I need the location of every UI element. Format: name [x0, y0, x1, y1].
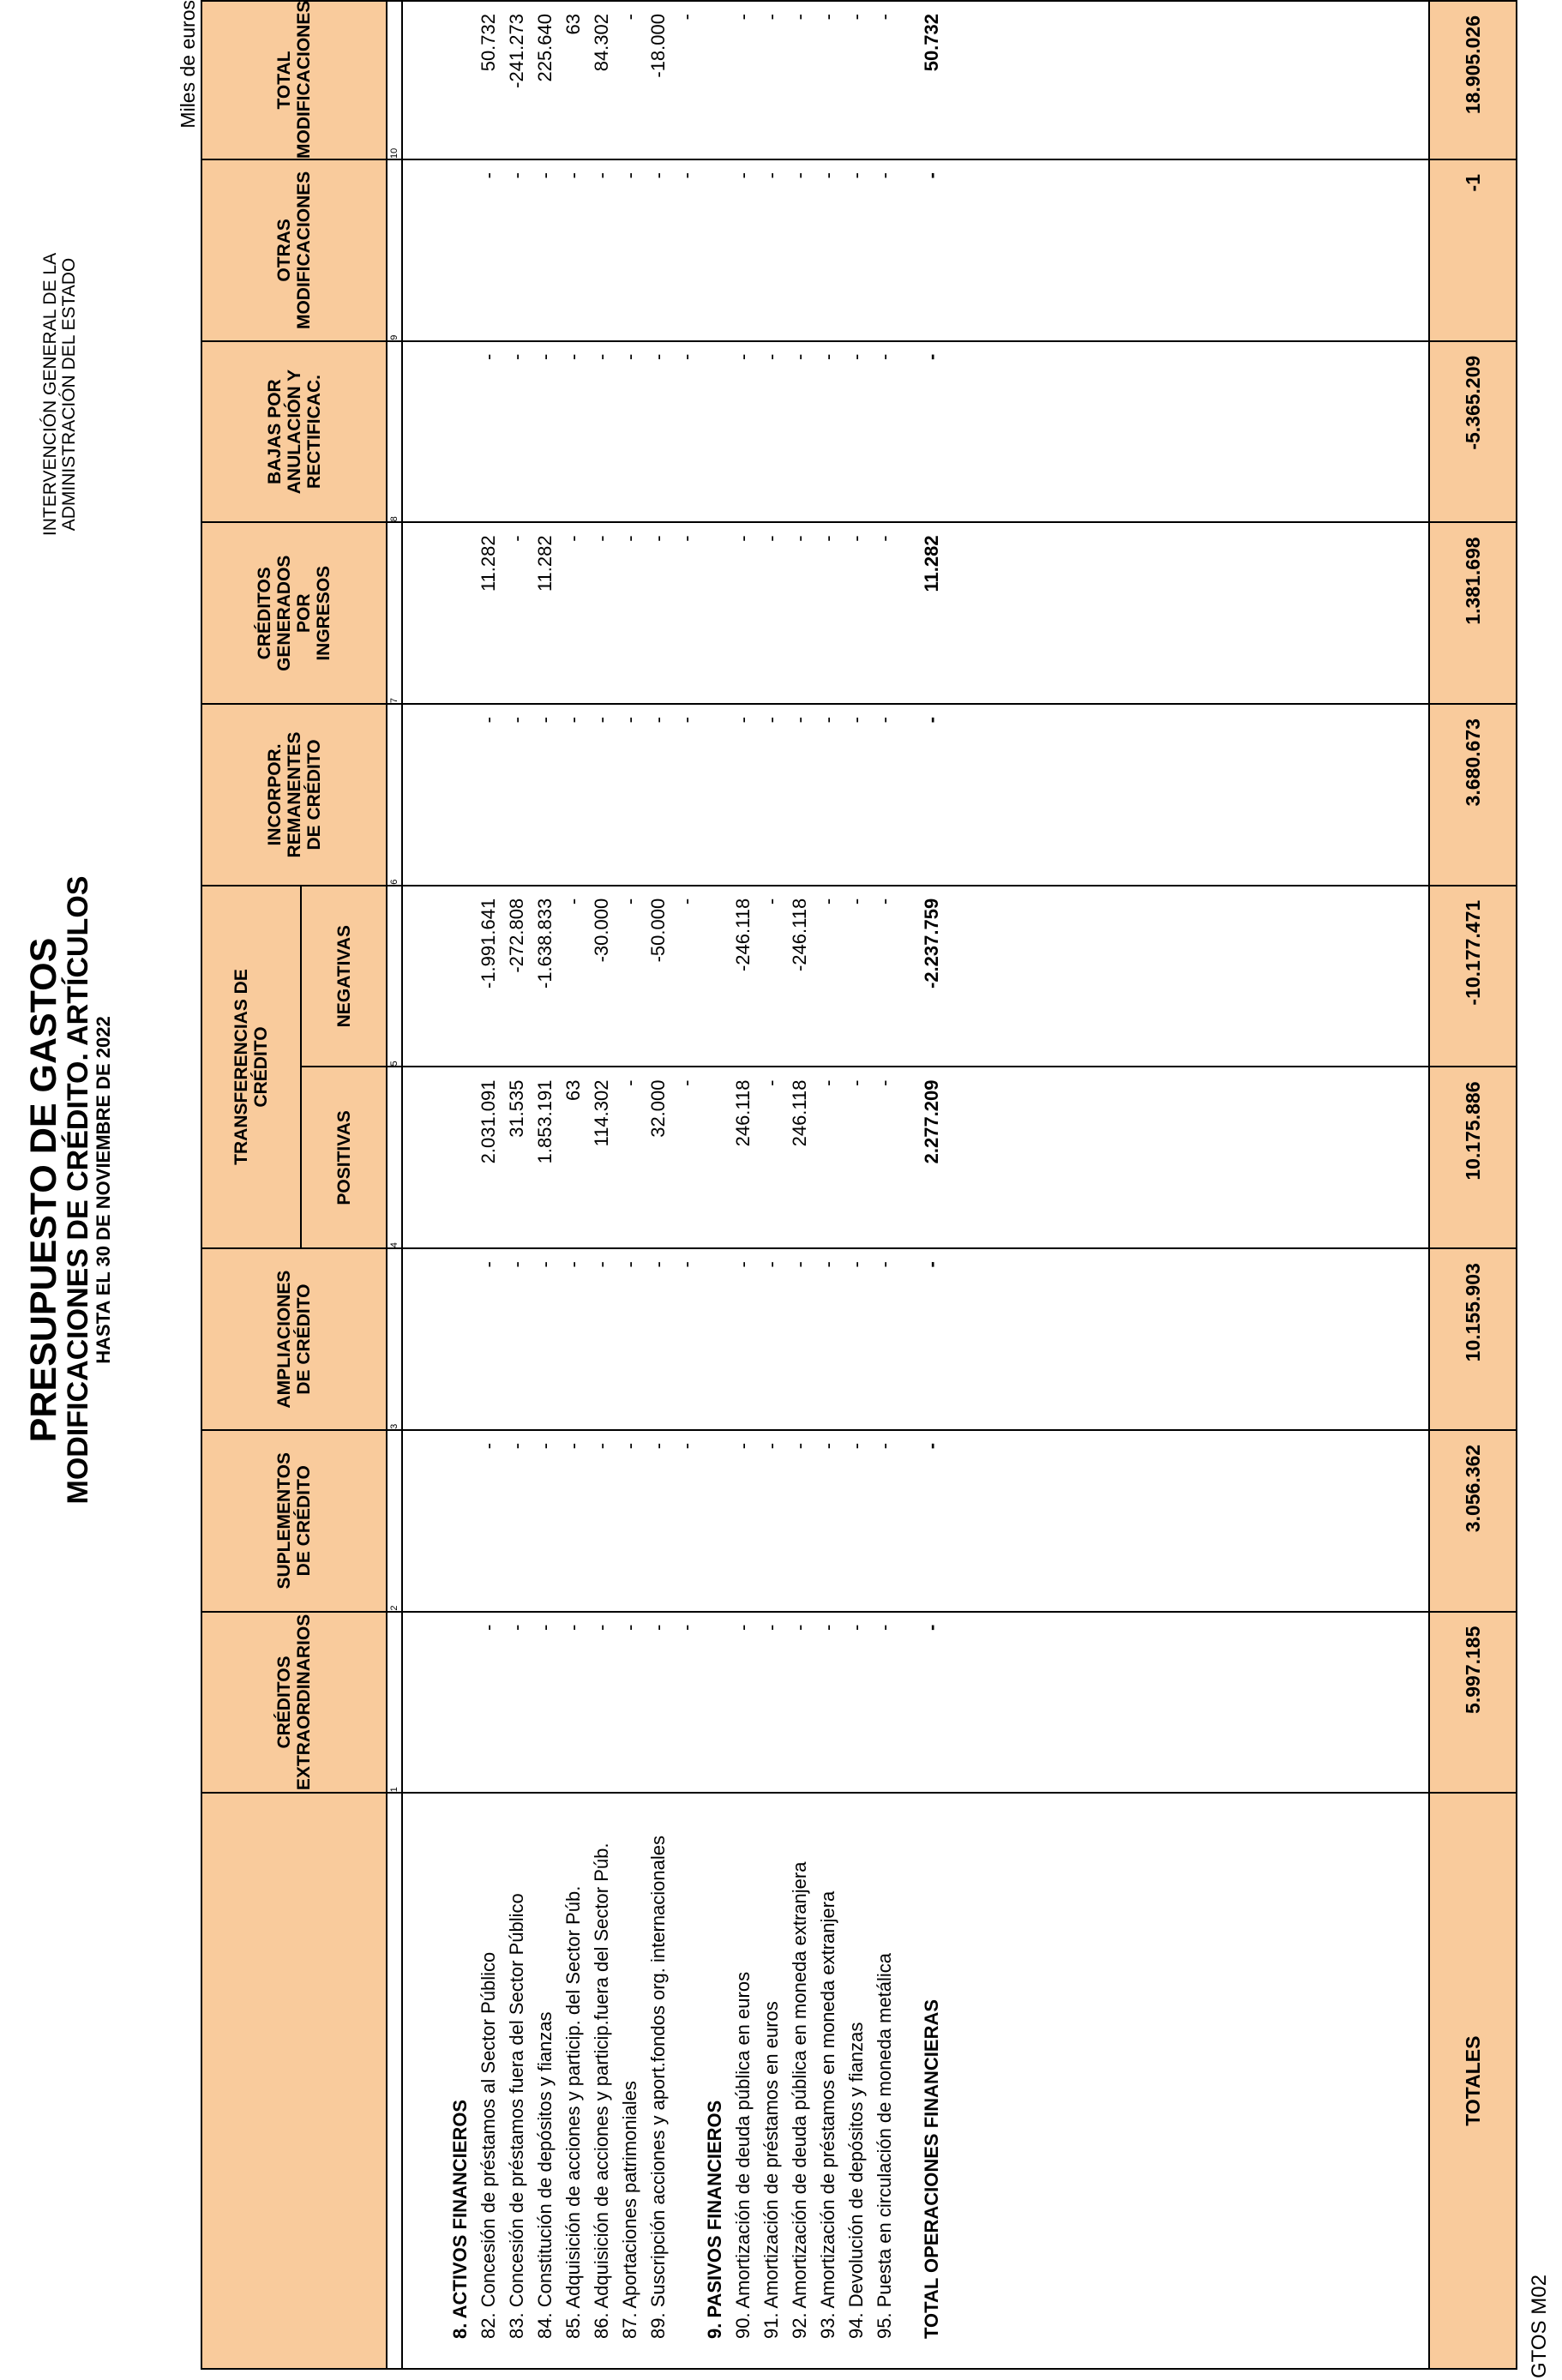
row-value: - [647, 1261, 669, 1268]
row-value: 31.535 [506, 1079, 527, 1138]
row-value: - [732, 535, 754, 542]
row-value: 114.302 [591, 1079, 612, 1147]
row-labels [403, 1794, 965, 2368]
page-title: PRESUPUESTO DE GASTOS [23, 937, 64, 1443]
row-value: - [619, 1624, 640, 1631]
total-c9: -1 [1429, 159, 1517, 341]
values-c8-cell [402, 341, 1429, 523]
col-header-ampliaciones: AMPLIACIONES DE CRÉDITO [201, 1248, 387, 1430]
row-value: - [845, 898, 867, 905]
row-value: - [534, 171, 556, 179]
row-value: - [874, 14, 895, 21]
row-label: 93. Amortización de préstamos en moneda extranjera [817, 1890, 838, 2339]
row-value: - [760, 14, 782, 21]
row-value: - [619, 898, 640, 905]
row-value: - [619, 14, 640, 21]
row-value [446, 160, 474, 340]
row-value: - [817, 1261, 838, 1268]
values-c5 [403, 886, 965, 1067]
row-value: - [874, 535, 895, 542]
col-number-9: 9 [387, 159, 402, 341]
values-c8 [403, 342, 965, 522]
total-c4: 10.175.886 [1429, 1067, 1517, 1249]
row-value: - [874, 717, 895, 724]
row-value: - [845, 1442, 867, 1450]
row-label: 9. PASIVOS FINANCIEROS [704, 2100, 725, 2339]
units-label: Miles de euros [177, 0, 199, 129]
row-value: - [647, 1624, 669, 1631]
row-label: 82. Concesión de préstamos al Sector Público [478, 1951, 499, 2339]
row-value: - [921, 353, 942, 361]
total-c7: 1.381.698 [1429, 522, 1517, 704]
col-header-total: TOTAL MODIFICACIONES [201, 1, 387, 159]
row-value: 50.732 [478, 14, 499, 72]
row-value [700, 2, 729, 159]
row-value: -246.118 [789, 898, 810, 972]
row-value: - [676, 1442, 697, 1450]
row-value [446, 1249, 474, 1429]
values-c2-cell [402, 1430, 1429, 1612]
row-value: - [874, 898, 895, 905]
row-value: - [845, 353, 867, 361]
row-value: 84.302 [591, 14, 612, 72]
col-number-4: 4 [387, 1067, 402, 1249]
row-value: - [760, 1079, 782, 1086]
row-value: - [591, 535, 612, 542]
values-c7-cell [402, 522, 1429, 704]
row-value: - [760, 171, 782, 179]
row-value: - [562, 353, 584, 361]
row-value: 2.031.091 [478, 1079, 499, 1164]
row-value: - [647, 1442, 669, 1450]
header-row-top [201, 1, 301, 2369]
row-value: 225.640 [534, 14, 556, 82]
row-value: - [506, 1624, 527, 1631]
row-label: 84. Constitución de depósitos y fianzas [534, 2011, 556, 2339]
row-value: - [874, 171, 895, 179]
col-header-generados: CRÉDITOS GENERADOS POR INGRESOS [201, 522, 387, 704]
row-value: - [921, 1624, 942, 1631]
row-value: - [817, 171, 838, 179]
row-value: - [619, 535, 640, 542]
total-c5: -10.177.471 [1429, 886, 1517, 1067]
row-value: - [789, 1261, 810, 1268]
col-number-8: 8 [387, 341, 402, 523]
row-value: - [534, 717, 556, 724]
row-value: - [676, 1079, 697, 1086]
total-c8: -5.365.209 [1429, 341, 1517, 523]
totals-label: TOTALES [1429, 1793, 1517, 2369]
row-value: - [921, 1442, 942, 1450]
col-header-suplementos: SUPLEMENTOS DE CRÉDITO [201, 1430, 387, 1612]
row-value [700, 886, 729, 1067]
row-value: - [534, 1624, 556, 1631]
row-value: - [591, 717, 612, 724]
row-value: - [478, 353, 499, 361]
values-c3-cell [402, 1248, 1429, 1430]
row-value: -241.273 [506, 14, 527, 88]
row-value: - [817, 1442, 838, 1450]
col-header-negativas: NEGATIVAS [301, 886, 387, 1067]
date-line: HASTA EL 30 DE NOVIEMBRE DE 2022 [93, 1016, 114, 1364]
col-header-otras: OTRAS MODIFICACIONES [201, 159, 387, 341]
row-value: - [619, 717, 640, 724]
row-value: - [676, 14, 697, 21]
row-value: - [760, 535, 782, 542]
row-value: - [647, 535, 669, 542]
col-number-3: 3 [387, 1248, 402, 1430]
row-value: - [789, 1442, 810, 1450]
row-value: - [817, 353, 838, 361]
row-value: - [732, 1442, 754, 1450]
row-value: - [732, 1261, 754, 1268]
row-value: - [732, 717, 754, 724]
row-value: -50.000 [647, 898, 669, 963]
total-c10: 18.905.026 [1429, 1, 1517, 159]
row-value: 2.277.209 [921, 1079, 942, 1164]
col-header-positivas: POSITIVAS [301, 1067, 387, 1249]
row-value: - [478, 1442, 499, 1450]
row-value: - [676, 535, 697, 542]
row-value: - [760, 1624, 782, 1631]
row-value: - [478, 717, 499, 724]
col-number-10: 10 [387, 1, 402, 159]
row-value [700, 342, 729, 522]
row-value: 11.282 [534, 535, 556, 592]
row-value: - [619, 1079, 640, 1086]
row-value: - [845, 1624, 867, 1631]
row-value: - [817, 1624, 838, 1631]
row-value: -30.000 [591, 898, 612, 963]
row-value [446, 1431, 474, 1611]
row-label: 91. Amortización de préstamos en euros [760, 2001, 782, 2339]
organization [41, 180, 79, 609]
row-value: - [591, 353, 612, 361]
row-value: -246.118 [732, 898, 754, 972]
row-value: -1.991.641 [478, 898, 499, 989]
row-value: - [506, 535, 527, 542]
row-value [700, 160, 729, 340]
row-value [700, 1068, 729, 1248]
row-label: 87. Aportaciones patrimoniales [619, 2081, 640, 2339]
row-value: - [676, 353, 697, 361]
total-c2: 3.056.362 [1429, 1430, 1517, 1612]
row-value: - [591, 1442, 612, 1450]
row-value: - [478, 171, 499, 179]
row-value [700, 1613, 729, 1793]
row-value [700, 523, 729, 703]
row-value: - [845, 535, 867, 542]
row-value: 32.000 [647, 1079, 669, 1138]
row-value: - [874, 1442, 895, 1450]
values-c1 [403, 1613, 965, 1793]
values-c9-cell [402, 159, 1429, 341]
row-value: - [845, 171, 867, 179]
row-value: - [562, 1624, 584, 1631]
row-value: - [817, 1079, 838, 1086]
row-value: 246.118 [732, 1079, 754, 1147]
row-value: - [874, 1624, 895, 1631]
row-value: - [676, 1261, 697, 1268]
row-value: - [534, 353, 556, 361]
row-value: - [732, 353, 754, 361]
row-value: -1.638.833 [534, 898, 556, 989]
values-c6 [403, 705, 965, 885]
row-value: - [619, 353, 640, 361]
row-value: - [506, 353, 527, 361]
col-header-bajas: BAJAS POR ANULACIÓN Y RECTIFICAC. [201, 341, 387, 523]
totals-row [1429, 1, 1517, 2369]
row-value: -272.808 [506, 898, 527, 973]
row-value: - [562, 535, 584, 542]
row-value: - [591, 1624, 612, 1631]
row-value: - [789, 14, 810, 21]
row-value: - [591, 1261, 612, 1268]
values-c1-cell [402, 1612, 1429, 1794]
row-value: - [619, 1442, 640, 1450]
col-number-2: 2 [387, 1430, 402, 1612]
row-value: - [506, 717, 527, 724]
row-value: - [817, 898, 838, 905]
row-value [700, 1431, 729, 1611]
modifications-table [201, 0, 1517, 2370]
row-value: - [845, 1261, 867, 1268]
col-header-extraordinarios: CRÉDITOS EXTRAORDINARIOS [201, 1612, 387, 1794]
row-value: - [732, 1624, 754, 1631]
row-value: - [760, 898, 782, 905]
row-value: - [845, 14, 867, 21]
row-value: - [789, 535, 810, 542]
row-label: 83. Concesión de préstamos fuera del Sector Público [506, 1893, 527, 2339]
row-value: - [760, 1261, 782, 1268]
row-value: - [789, 353, 810, 361]
row-value [700, 705, 729, 885]
row-value: - [845, 717, 867, 724]
row-value: - [534, 1442, 556, 1450]
row-label: 92. Amortización de deuda pública en moneda extranjera [789, 1861, 810, 2339]
row-value: - [562, 1442, 584, 1450]
row-value: - [760, 717, 782, 724]
col-number-7: 7 [387, 522, 402, 704]
values-c9 [403, 160, 965, 340]
row-value: - [676, 171, 697, 179]
col-number-6: 6 [387, 704, 402, 886]
row-label: 94. Devolución de depósitos y fianzas [845, 2022, 867, 2339]
row-label: 86. Adquisición de acciones y particip.fuera del Sector Púb. [591, 1842, 612, 2339]
row-value: - [817, 717, 838, 724]
row-value: - [619, 171, 640, 179]
row-value: - [647, 717, 669, 724]
row-value: - [506, 1261, 527, 1268]
values-c6-cell [402, 704, 1429, 886]
row-value: 1.853.191 [534, 1079, 556, 1164]
row-value [446, 523, 474, 703]
row-value: - [562, 1261, 584, 1268]
row-value: - [732, 171, 754, 179]
row-label: 85. Adquisición de acciones y particip. del Sector Púb. [562, 1885, 584, 2339]
row-value: - [817, 535, 838, 542]
row-label: 90. Amortización de deuda pública en euros [732, 1971, 754, 2339]
values-c7 [403, 523, 965, 703]
row-value: - [676, 717, 697, 724]
row-value: 11.282 [478, 535, 499, 592]
row-labels-cell [402, 1793, 1429, 2369]
row-value: - [921, 171, 942, 179]
row-value: - [817, 14, 838, 21]
row-value [700, 1249, 729, 1429]
total-c3: 10.155.903 [1429, 1248, 1517, 1430]
row-value: - [562, 717, 584, 724]
form-code: GTOS M02 [1528, 2275, 1551, 2378]
values-c2 [403, 1431, 965, 1611]
row-value: 50.732 [921, 14, 942, 72]
row-value: - [845, 1079, 867, 1086]
row-value [446, 2, 474, 159]
row-value: - [534, 1261, 556, 1268]
row-value: -18.000 [647, 14, 669, 78]
row-value: - [789, 1624, 810, 1631]
row-value: - [478, 1261, 499, 1268]
col-header-incorporaciones: INCORPOR. REMANENTES DE CRÉDITO [201, 704, 387, 886]
row-value: - [562, 171, 584, 179]
row-value: 63 [562, 14, 584, 35]
row-value: - [789, 717, 810, 724]
row-value: - [506, 171, 527, 179]
row-value: 11.282 [921, 535, 942, 592]
row-label: 8. ACTIVOS FINANCIEROS [449, 2099, 471, 2339]
row-value: - [760, 1442, 782, 1450]
col-number-5: 5 [387, 886, 402, 1067]
row-value: - [874, 353, 895, 361]
body-row [402, 1, 1429, 2369]
col-header-transferencias: TRANSFERENCIAS DE CRÉDITO [201, 886, 301, 1248]
row-value: 246.118 [789, 1079, 810, 1147]
page-subtitle: MODIFICACIONES DE CRÉDITO. ARTÍCULOS [62, 875, 94, 1505]
row-value: - [676, 898, 697, 905]
row-label [672, 1794, 700, 2368]
values-c4-cell [402, 1067, 1429, 1249]
row-value: - [732, 14, 754, 21]
total-c1: 5.997.185 [1429, 1612, 1517, 1794]
values-c3 [403, 1249, 965, 1429]
row-value: - [676, 1624, 697, 1631]
column-number-row [387, 1, 402, 2369]
row-value: - [760, 353, 782, 361]
col-number-1: 1 [387, 1612, 402, 1794]
row-value [446, 342, 474, 522]
row-value [446, 886, 474, 1067]
row-label: 95. Puesta en circulación de moneda metálica [874, 1952, 895, 2339]
row-value: - [789, 171, 810, 179]
row-value: - [591, 171, 612, 179]
row-value: - [647, 353, 669, 361]
row-value: - [478, 1624, 499, 1631]
header-label-cell [201, 1793, 387, 2369]
row-value: - [874, 1261, 895, 1268]
organization-line1: INTERVENCIÓN GENERAL DE LA [40, 252, 60, 537]
values-c4 [403, 1068, 965, 1248]
values-c5-cell [402, 886, 1429, 1067]
row-value: 63 [562, 1079, 584, 1101]
row-value: - [619, 1261, 640, 1268]
values-c10 [403, 2, 965, 159]
total-c6: 3.680.673 [1429, 704, 1517, 886]
col-number-blank [387, 1793, 402, 2369]
row-value: - [506, 1442, 527, 1450]
row-value: - [647, 171, 669, 179]
row-value: - [921, 1261, 942, 1268]
row-value [446, 1613, 474, 1793]
row-value: - [874, 1079, 895, 1086]
values-c10-cell [402, 1, 1429, 159]
row-value: - [562, 898, 584, 905]
row-value: - [921, 717, 942, 724]
row-value [446, 1068, 474, 1248]
row-label: 89. Suscripción acciones y aport.fondos org. internacionales [647, 1835, 669, 2339]
row-value [446, 705, 474, 885]
row-label: TOTAL OPERACIONES FINANCIERAS [921, 1998, 942, 2339]
organization-line2: ADMINISTRACIÓN DEL ESTADO [59, 257, 79, 532]
row-value: -2.237.759 [921, 898, 942, 989]
